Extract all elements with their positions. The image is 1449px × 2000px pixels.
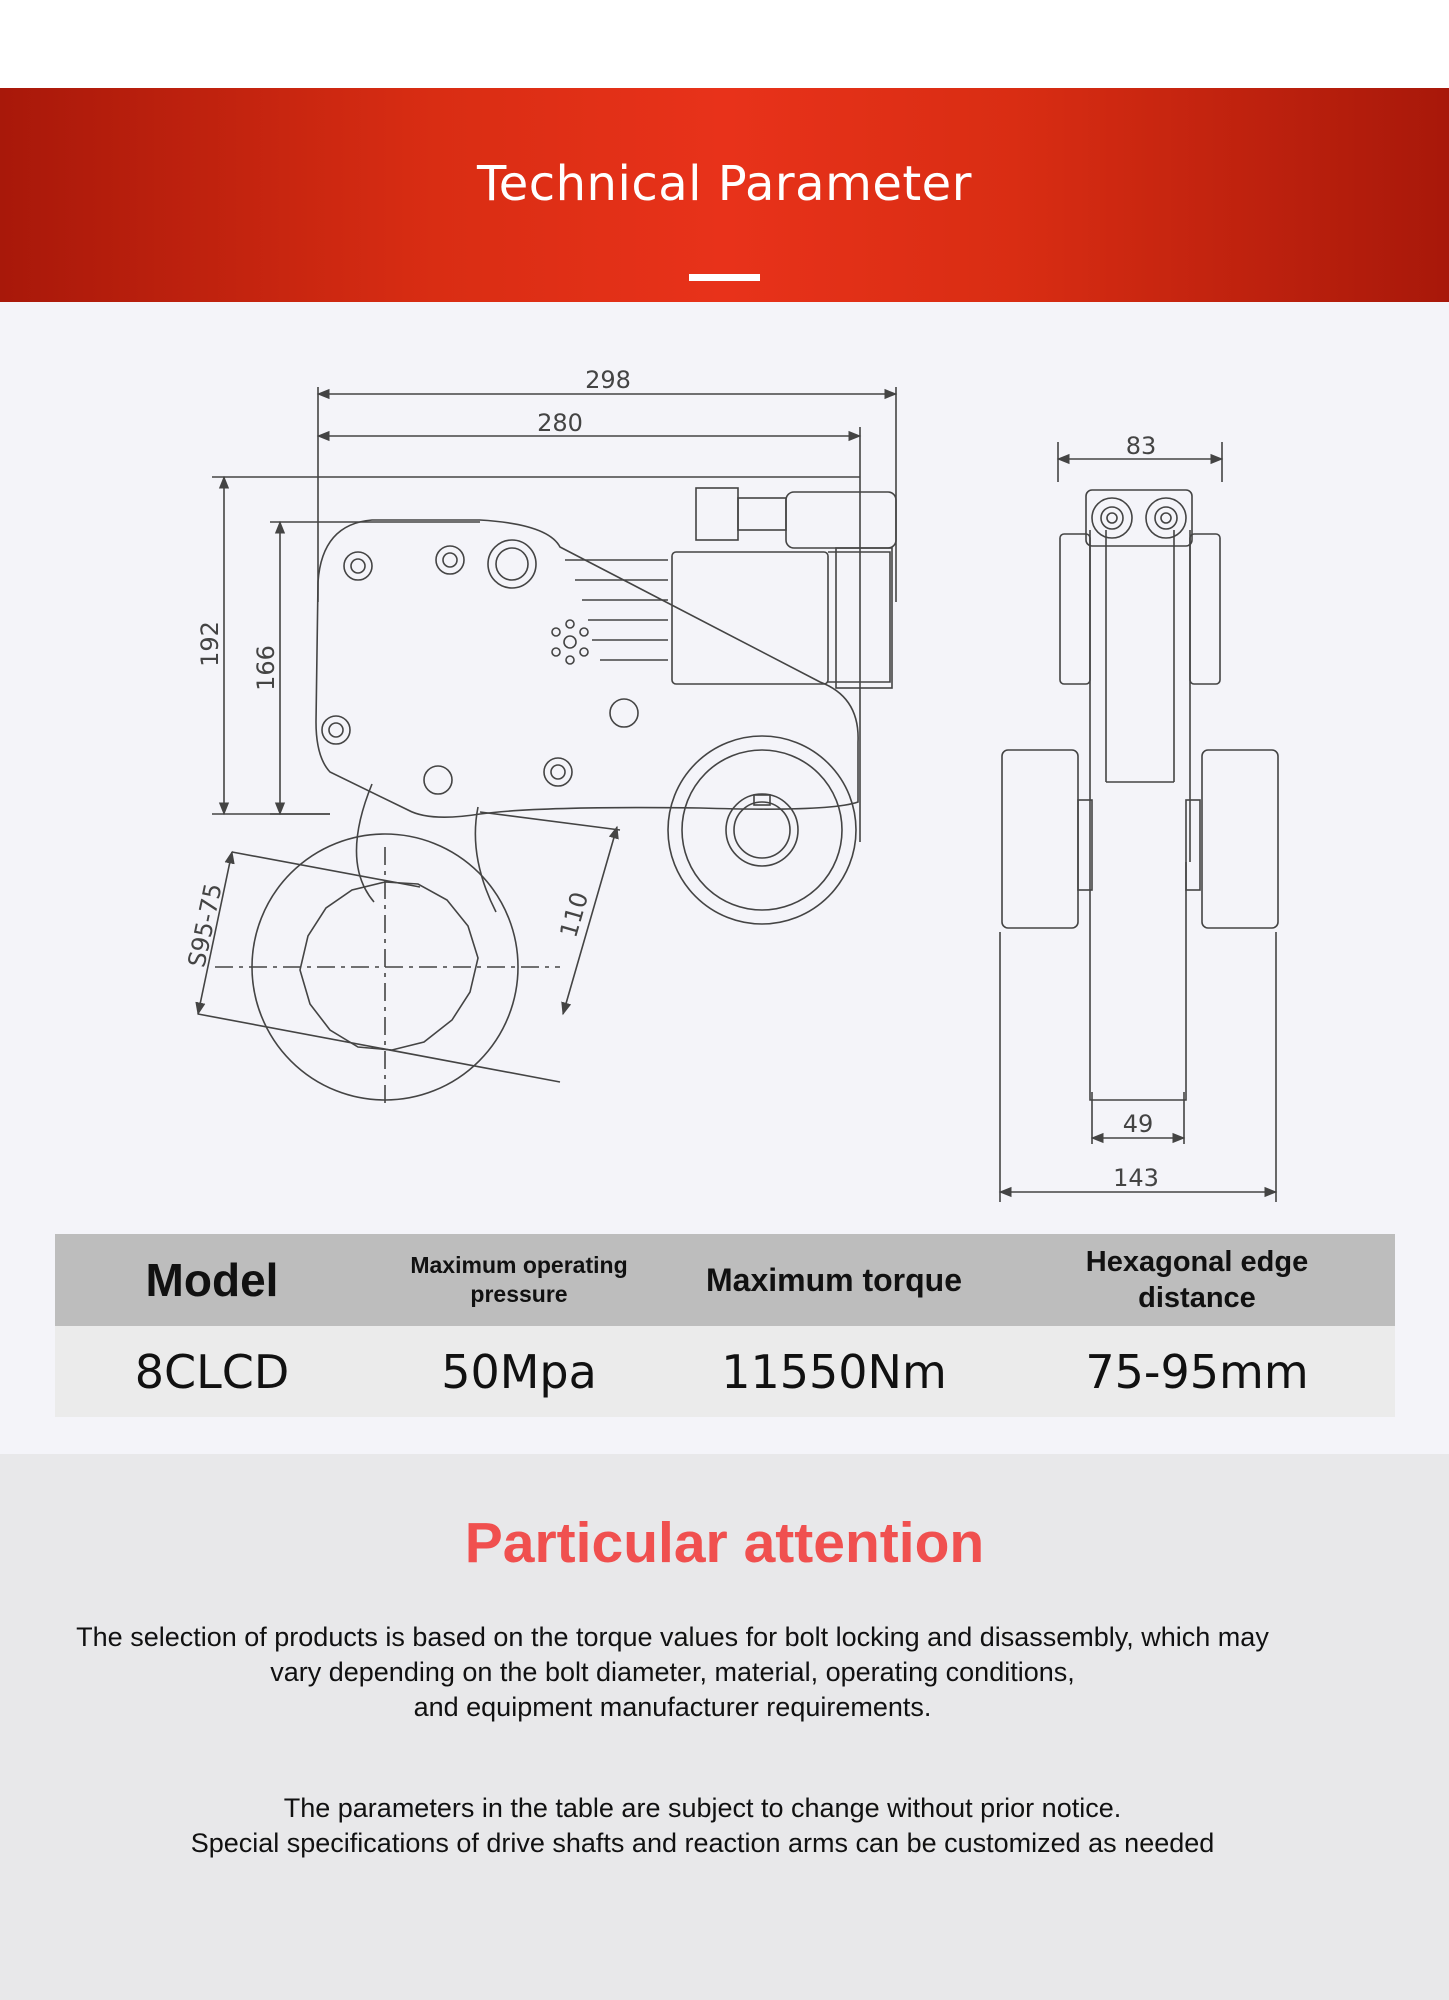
attention-paragraph-1: [0, 1620, 1345, 1725]
header-torque: Maximum torque: [669, 1234, 999, 1326]
attention-p1-line2: vary depending on the bolt diameter, material, operating conditions,: [270, 1657, 1075, 1687]
technical-drawing-section: [0, 302, 1449, 1454]
cell-torque: 11550Nm: [669, 1326, 999, 1417]
dim-hex-range: S95-75: [182, 880, 228, 970]
header-hex-line1: Hexagonal edge: [1085, 1246, 1309, 1278]
cell-pressure: 50Mpa: [369, 1326, 669, 1417]
dim-top-width: 83: [1125, 432, 1157, 460]
attention-p1-line3: and equipment manufacturer requirements.: [413, 1692, 932, 1722]
cell-model: 8CLCD: [55, 1326, 369, 1417]
dim-body-length: 280: [537, 409, 583, 437]
header-model: Model: [55, 1234, 369, 1326]
attention-p1-line1: The selection of products is based on the torque values for bolt locking and disassembly, which may: [76, 1622, 1269, 1652]
cell-hex: 75-95mm: [999, 1326, 1395, 1417]
dim-overall-height: 192: [196, 621, 224, 667]
header-hex-line2: distance: [1138, 1282, 1256, 1314]
title-banner: [0, 88, 1449, 302]
table-row: [55, 1326, 1395, 1417]
dim-head-thickness: 49: [1122, 1110, 1154, 1138]
header-pressure-line1: Maximum operating: [410, 1252, 628, 1278]
attention-p2-line2: Special specifications of drive shafts and reaction arms can be customized as needed: [190, 1828, 1215, 1858]
dim-body-height: 166: [252, 645, 280, 691]
attention-title: Particular attention: [464, 1511, 985, 1575]
title-underline: [689, 274, 760, 281]
header-pressure: [369, 1234, 669, 1326]
attention-p2-line1: The parameters in the table are subject to change without prior notice.: [283, 1793, 1122, 1823]
attention-paragraph-2: [0, 1791, 1405, 1861]
header-hex: [999, 1234, 1395, 1326]
table-header-row: [55, 1234, 1395, 1326]
header-pressure-line2: pressure: [470, 1281, 568, 1307]
dim-overall-width: 143: [1113, 1164, 1159, 1192]
page-title: Technical Parameter: [477, 156, 972, 212]
attention-section: [0, 1454, 1449, 2000]
dim-head-width: 110: [554, 888, 595, 941]
dim-overall-length: 298: [585, 366, 631, 394]
spec-table: [55, 1234, 1395, 1417]
